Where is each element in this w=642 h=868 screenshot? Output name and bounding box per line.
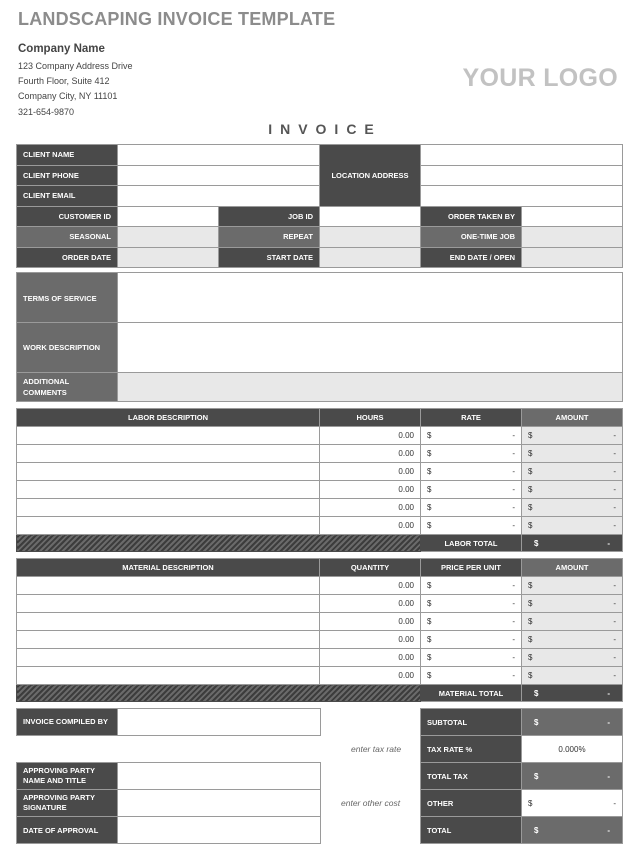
other-label: OTHER — [421, 790, 522, 817]
order-taken-by-field[interactable] — [522, 206, 623, 227]
end-date-field[interactable] — [522, 247, 623, 268]
client-info-table — [16, 144, 623, 268]
material-hatch-fill — [17, 685, 421, 702]
customer-id-field[interactable] — [118, 206, 219, 227]
labor-rate-cell[interactable]: $ - — [427, 503, 515, 512]
company-phone[interactable]: 321-654-9870 — [18, 106, 75, 117]
labor-description-cell[interactable] — [17, 517, 320, 535]
subtotal-value: $ - — [534, 717, 610, 727]
material-total-value: $ - — [534, 688, 610, 698]
labor-rate-header: RATE — [421, 409, 522, 427]
work-description-label: WORK DESCRIPTION — [17, 323, 118, 373]
labor-total-value: $ - — [534, 538, 610, 548]
client-email-field[interactable] — [118, 186, 320, 207]
work-description-field[interactable] — [118, 323, 623, 373]
labor-hours-cell[interactable]: 0.00 — [320, 445, 421, 463]
material-description-cell[interactable] — [17, 577, 320, 595]
labor-hours-cell[interactable]: 0.00 — [320, 499, 421, 517]
material-price-cell[interactable]: $ - — [427, 581, 515, 590]
approval-date-label: DATE OF APPROVAL — [17, 817, 118, 844]
seasonal-field[interactable] — [118, 227, 219, 248]
labor-amount-cell: $ - — [528, 521, 616, 530]
additional-comments-field[interactable] — [118, 373, 623, 402]
company-city[interactable]: Company City, NY 11101 — [18, 91, 118, 102]
material-quantity-cell[interactable]: 0.00 — [320, 613, 421, 631]
material-amount-cell: $ - — [528, 653, 616, 662]
material-price-cell[interactable]: $ - — [427, 617, 515, 626]
material-amount-cell: $ - — [528, 617, 616, 626]
labor-description-header: LABOR DESCRIPTION — [17, 409, 320, 427]
material-amount-cell: $ - — [528, 635, 616, 644]
material-price-cell[interactable]: $ - — [427, 635, 515, 644]
approval-table — [16, 762, 321, 844]
total-tax-label: TOTAL TAX — [421, 763, 522, 790]
location-address-field-2[interactable] — [421, 165, 623, 186]
labor-hours-cell[interactable]: 0.00 — [320, 427, 421, 445]
approval-date-field[interactable] — [118, 817, 321, 844]
subtotal-label: SUBTOTAL — [421, 709, 522, 736]
labor-rate-cell[interactable]: $ - — [427, 485, 515, 494]
labor-description-cell[interactable] — [17, 427, 320, 445]
location-address-field-3[interactable] — [421, 186, 623, 207]
client-phone-field[interactable] — [118, 165, 320, 186]
client-phone-label: CLIENT PHONE — [17, 165, 118, 186]
material-price-header: PRICE PER UNIT — [421, 559, 522, 577]
labor-amount-cell: $ - — [528, 431, 616, 440]
material-amount-cell: $ - — [528, 599, 616, 608]
order-date-field[interactable] — [118, 247, 219, 268]
invoice-heading: INVOICE — [268, 121, 382, 137]
table-row — [17, 649, 623, 667]
labor-description-cell[interactable] — [17, 463, 320, 481]
order-date-label: ORDER DATE — [17, 247, 118, 268]
material-price-cell[interactable]: $ - — [427, 671, 515, 680]
one-time-job-field[interactable] — [522, 227, 623, 248]
total-value: $ - — [534, 825, 610, 835]
table-row — [17, 595, 623, 613]
material-description-cell[interactable] — [17, 613, 320, 631]
material-quantity-cell[interactable]: 0.00 — [320, 631, 421, 649]
client-name-field[interactable] — [118, 145, 320, 166]
template-title: LANDSCAPING INVOICE TEMPLATE — [18, 9, 336, 29]
material-total-label: MATERIAL TOTAL — [421, 685, 522, 702]
material-quantity-cell[interactable]: 0.00 — [320, 577, 421, 595]
labor-amount-cell: $ - — [528, 449, 616, 458]
labor-hours-cell[interactable]: 0.00 — [320, 481, 421, 499]
labor-rate-cell[interactable]: $ - — [427, 521, 515, 530]
material-amount-header: AMOUNT — [522, 559, 623, 577]
labor-rate-cell[interactable]: $ - — [427, 431, 515, 440]
labor-amount-cell: $ - — [528, 503, 616, 512]
customer-id-label: CUSTOMER ID — [17, 206, 118, 227]
labor-hatch-fill — [17, 535, 421, 552]
table-row — [17, 481, 623, 499]
labor-rate-cell[interactable]: $ - — [427, 449, 515, 458]
table-row — [17, 631, 623, 649]
material-description-cell[interactable] — [17, 667, 320, 685]
labor-hours-cell[interactable]: 0.00 — [320, 517, 421, 535]
labor-total-label: LABOR TOTAL — [421, 535, 522, 552]
tax-rate-label: TAX RATE % — [421, 736, 522, 763]
other-cost-hint: enter other cost — [341, 798, 401, 808]
total-label: TOTAL — [421, 817, 522, 844]
material-description-cell[interactable] — [17, 595, 320, 613]
labor-amount-cell: $ - — [528, 467, 616, 476]
additional-comments-label: ADDITIONAL COMMENTS — [17, 373, 118, 402]
table-row — [17, 427, 623, 445]
material-amount-cell: $ - — [528, 671, 616, 680]
material-quantity-cell[interactable]: 0.00 — [320, 667, 421, 685]
company-address-line1[interactable]: 123 Company Address Drive — [18, 61, 133, 71]
labor-description-cell[interactable] — [17, 445, 320, 463]
material-quantity-cell[interactable]: 0.00 — [320, 595, 421, 613]
terms-of-service-field[interactable] — [118, 273, 623, 323]
material-amount-cell: $ - — [528, 581, 616, 590]
company-address-line2[interactable]: Fourth Floor, Suite 412 — [18, 76, 110, 87]
location-address-field-1[interactable] — [421, 145, 623, 166]
table-row — [17, 667, 623, 685]
logo-placeholder[interactable]: YOUR LOGO — [462, 64, 618, 92]
company-name[interactable]: Company Name — [18, 43, 105, 55]
table-row — [17, 577, 623, 595]
approving-signature-field[interactable] — [118, 790, 321, 817]
table-row — [17, 517, 623, 535]
end-date-label: END DATE / OPEN — [421, 247, 522, 268]
job-id-label: JOB ID — [219, 206, 320, 227]
material-quantity-cell[interactable]: 0.00 — [320, 649, 421, 667]
material-description-header: MATERIAL DESCRIPTION — [17, 559, 320, 577]
one-time-job-label: ONE-TIME JOB — [421, 227, 522, 248]
labor-amount-cell: $ - — [528, 485, 616, 494]
client-email-label: CLIENT EMAIL — [17, 186, 118, 207]
material-description-cell[interactable] — [17, 631, 320, 649]
summary-table — [420, 708, 623, 844]
client-name-label: CLIENT NAME — [17, 145, 118, 166]
other-field[interactable]: $ - — [528, 798, 616, 808]
table-row — [17, 445, 623, 463]
material-quantity-header: QUANTITY — [320, 559, 421, 577]
labor-description-cell[interactable] — [17, 481, 320, 499]
compiled-by-table — [16, 708, 321, 736]
tax-rate-field[interactable]: 0.000% — [522, 736, 623, 763]
terms-of-service-label: TERMS OF SERVICE — [17, 273, 118, 323]
repeat-label: REPEAT — [219, 227, 320, 248]
start-date-label: START DATE — [219, 247, 320, 268]
labor-amount-header: AMOUNT — [522, 409, 623, 427]
material-price-cell[interactable]: $ - — [427, 599, 515, 608]
start-date-field[interactable] — [320, 247, 421, 268]
order-taken-by-label: ORDER TAKEN BY — [421, 206, 522, 227]
table-row — [17, 613, 623, 631]
location-address-label: LOCATION ADDRESS — [320, 145, 421, 207]
material-description-cell[interactable] — [17, 649, 320, 667]
company-info — [18, 43, 133, 120]
material-price-cell[interactable]: $ - — [427, 653, 515, 662]
job-id-field[interactable] — [320, 206, 421, 227]
seasonal-label: SEASONAL — [17, 227, 118, 248]
repeat-field[interactable] — [320, 227, 421, 248]
terms-table — [16, 272, 623, 402]
labor-hours-header: HOURS — [320, 409, 421, 427]
total-tax-value: $ - — [534, 771, 610, 781]
labor-table — [16, 408, 623, 552]
compiled-by-label: INVOICE COMPILED BY — [17, 709, 118, 736]
tax-rate-hint: enter tax rate — [351, 744, 402, 754]
labor-description-cell[interactable] — [17, 499, 320, 517]
material-table — [16, 558, 623, 702]
labor-hours-cell[interactable]: 0.00 — [320, 463, 421, 481]
compiled-by-field[interactable] — [118, 709, 321, 736]
approving-name-label: APPROVING PARTY NAME AND TITLE — [17, 763, 118, 790]
approving-name-field[interactable] — [118, 763, 321, 790]
table-row — [17, 463, 623, 481]
table-row — [17, 499, 623, 517]
labor-rate-cell[interactable]: $ - — [427, 467, 515, 476]
approving-signature-label: APPROVING PARTY SIGNATURE — [17, 790, 118, 817]
